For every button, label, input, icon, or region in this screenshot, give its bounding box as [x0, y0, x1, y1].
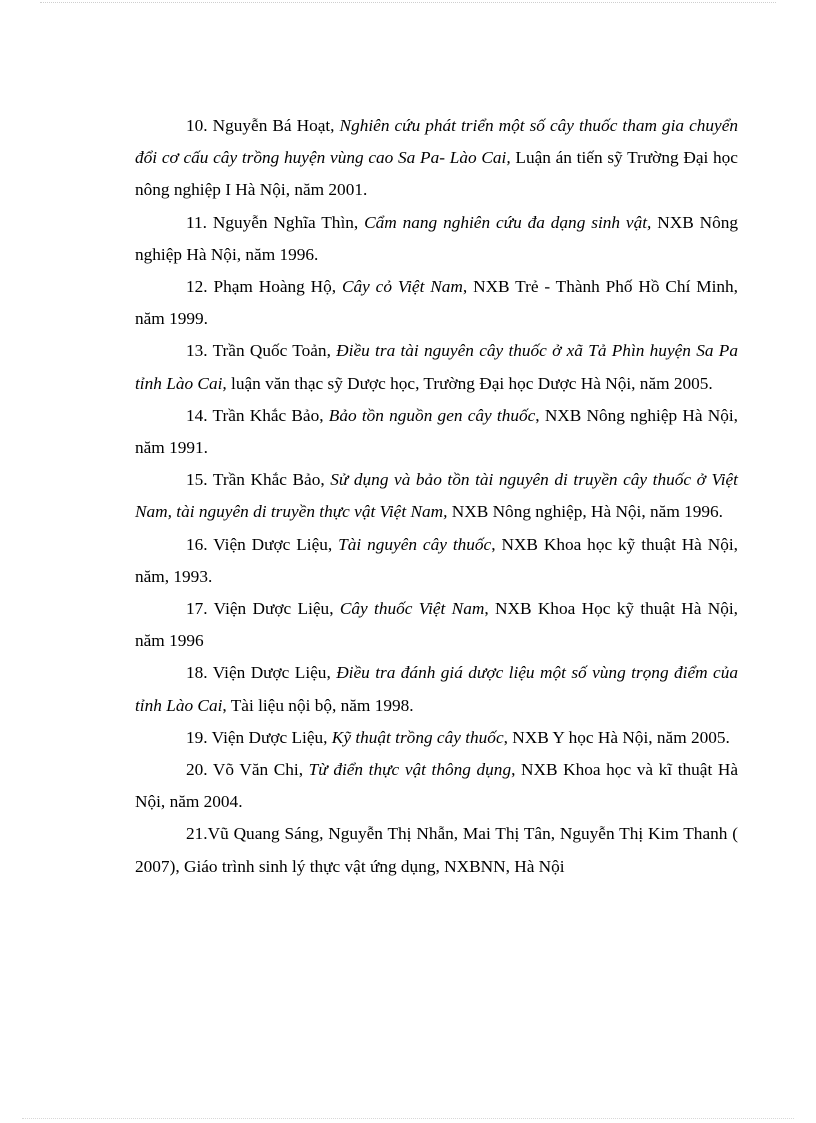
reference-number: 15.	[186, 470, 208, 490]
reference-author: Vũ Quang Sáng, Nguyễn Thị Nhẫn, Mai Thị Tân, Nguyễn Thị Kim Thanh ( 2007), Giáo trình sinh lý thực vật ứng dụng, NXBNN, Hà Nội	[135, 824, 738, 876]
reference-title: Cẩm nang nghiên cứu đa dạng sinh vật,	[364, 212, 652, 232]
reference-number: 13.	[186, 341, 208, 361]
reference-title: Cây cỏ Việt Nam	[341, 277, 463, 297]
reference-number: 17.	[186, 599, 208, 619]
reference-title: Cây thuốc Việt Nam	[339, 599, 485, 619]
reference-publisher: Luận án tiến sỹ Trường Đại học nông nghiệp I Hà Nội, năm 2001.	[135, 148, 738, 200]
reference-publisher: , NXB Nông nghiệp Hà Nội, năm 1991.	[135, 405, 738, 458]
reference-item-16	[135, 529, 738, 593]
reference-author: Nguyễn Bá Hoạt,	[212, 116, 335, 135]
reference-title: Từ điển thực vật thông dụng	[308, 760, 512, 780]
page-top-divider	[40, 2, 776, 3]
reference-author: Viện Dược Liệu,	[212, 663, 331, 683]
reference-number: 21.	[186, 824, 208, 844]
reference-number: 16.	[186, 534, 208, 554]
reference-title: Tài nguyên cây thuốc	[338, 534, 492, 554]
reference-item-15	[135, 464, 738, 528]
reference-title: Bảo tồn nguồn gen cây thuốc	[328, 405, 536, 425]
reference-item-11	[135, 207, 738, 271]
reference-author: Trần Khắc Bảo,	[212, 470, 325, 490]
reference-publisher: , NXB Khoa Học kỹ thuật Hà Nội, năm 1996	[135, 599, 738, 651]
reference-title: Sử dụng và bảo tồn tài nguyên di truyền cây thuốc ở Việt Nam, tài nguyên di truyền thực vật Việt Nam,	[135, 470, 738, 522]
reference-publisher: NXB Nông nghiệp Hà Nội, năm 1996.	[135, 212, 739, 264]
reference-publisher: , NXB Trẻ - Thành Phố Hồ Chí Minh, năm 1999.	[135, 277, 739, 329]
reference-publisher: luận văn thạc sỹ Dược học, Trường Đại học Dược Hà Nội, năm 2005.	[231, 373, 713, 393]
reference-item-12	[135, 271, 738, 335]
reference-item-14	[135, 400, 738, 464]
reference-number: 11.	[186, 212, 207, 232]
page-bottom-divider	[22, 1118, 794, 1119]
reference-title: Điều tra đánh giá dược liệu một số vùng trọng điểm của tỉnh Lào Cai	[135, 663, 738, 715]
reference-item-17	[135, 593, 738, 657]
reference-title: Điều tra tài nguyên cây thuốc ở xã Tả Phìn huyện Sa Pa tỉnh Lào Cai,	[135, 341, 738, 393]
reference-number: 14.	[186, 405, 208, 425]
reference-author: Viện Dược Liệu,	[211, 727, 328, 747]
reference-list	[135, 110, 738, 883]
reference-item-13	[135, 335, 738, 399]
reference-title: Nghiên cứu phát triển một số cây thuốc tham gia chuyển đổi cơ cấu cây trồng huyện vùng cao Sa Pa- Lào Cai,	[135, 116, 739, 168]
reference-publisher: , NXB Khoa học kỹ thuật Hà Nội, năm, 1993.	[135, 534, 738, 586]
reference-author: Phạm Hoàng Hộ,	[213, 277, 337, 297]
reference-author: Nguyễn Nghĩa Thìn,	[212, 212, 359, 232]
reference-author: Viện Dược Liệu,	[213, 534, 333, 554]
reference-publisher: NXB Nông nghiệp, Hà Nội, năm 1996.	[451, 502, 723, 522]
reference-title: Kỹ thuật trồng cây thuốc	[331, 727, 504, 747]
reference-author: Viện Dược Liệu,	[213, 599, 334, 619]
reference-number: 19.	[186, 727, 208, 747]
reference-item-20	[135, 754, 738, 818]
reference-publisher: , NXB Khoa học và kĩ thuật Hà Nội, năm 2004.	[135, 760, 739, 812]
reference-number: 20.	[186, 760, 208, 780]
reference-item-19	[135, 722, 738, 754]
reference-author: Trần Quốc Toản,	[212, 341, 331, 361]
reference-number: 10.	[186, 116, 208, 135]
reference-publisher: , Tài liệu nội bộ, năm 1998.	[222, 695, 414, 715]
reference-author: Võ Văn Chi,	[212, 760, 304, 780]
reference-number: 12.	[186, 277, 208, 297]
reference-author: Trần Khắc Bảo,	[212, 405, 324, 425]
reference-item-10	[135, 110, 738, 207]
reference-item-18	[135, 657, 738, 721]
reference-number: 18.	[186, 663, 208, 683]
reference-item-21	[135, 818, 738, 882]
reference-publisher: , NXB Y học Hà Nội, năm 2005.	[503, 727, 730, 747]
